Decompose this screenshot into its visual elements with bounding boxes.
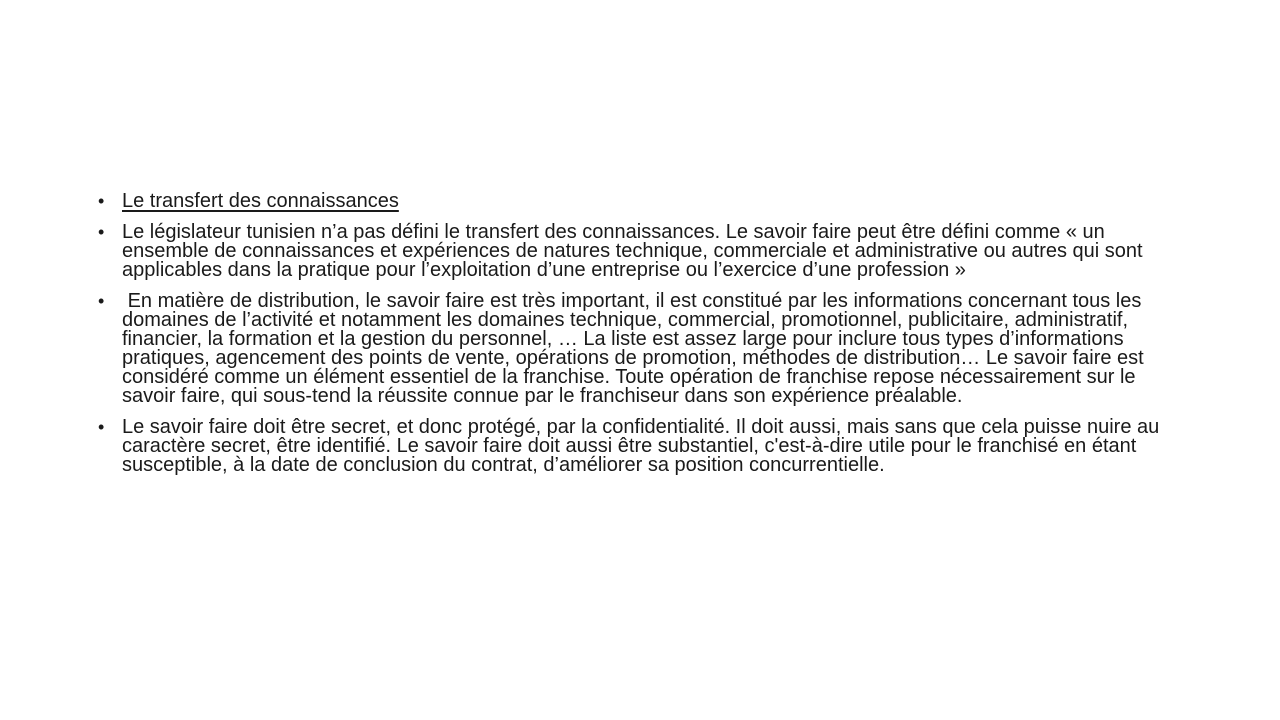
bullet-dot-icon: • <box>98 291 105 311</box>
bullet-item <box>98 292 1188 406</box>
bullet-dot-icon: • <box>98 191 105 211</box>
bullet-text: Le savoir faire doit être secret, et donc protégé, par la confidentialité. Il doit aussi, mais sans que cela puisse nuire au caractère secret, être identifié. Le savoir faire doit aussi être substantiel, c'est-à-dire utile pour le franchisé en étant susceptible, à la date de conclusion du contrat, d’améliorer sa position concurrentielle. <box>122 416 1160 476</box>
bullet-text: En matière de distribution, le savoir faire est très important, il est constitué par les informations concernant tous les domaines de l’activité et notamment les domaines technique, commercial, promotionnel, publicitaire, administratif, financier, la formation et la gestion du personnel, … La liste est assez large pour inclure tous types d’informations pratiques, agencement des points de vente, opérations de promotion, méthodes de distribution… Le savoir faire est considéré comme un élément essentiel de la franchise. Toute opération de franchise repose nécessairement sur le savoir faire, qui sous-tend la réussite connue par le franchiseur dans son expérience préalable. <box>122 290 1150 407</box>
bullet-item <box>98 418 1188 475</box>
bullet-item <box>98 223 1188 280</box>
bullet-text: Le législateur tunisien n’a pas défini le transfert des connaissances. Le savoir faire peut être défini comme « un ensemble de connaissances et expériences de natures technique, commerciale et administrative ou autres qui sont applicables dans la pratique pour l’exploitation d’une entreprise ou l’exercice d’une profession » <box>122 221 1143 281</box>
bullet-dot-icon: • <box>98 222 105 242</box>
bullet-item-heading <box>98 192 1188 211</box>
section-heading: Le transfert des connaissances <box>122 190 399 212</box>
bullet-dot-icon: • <box>98 417 105 437</box>
bullet-list <box>98 192 1188 487</box>
